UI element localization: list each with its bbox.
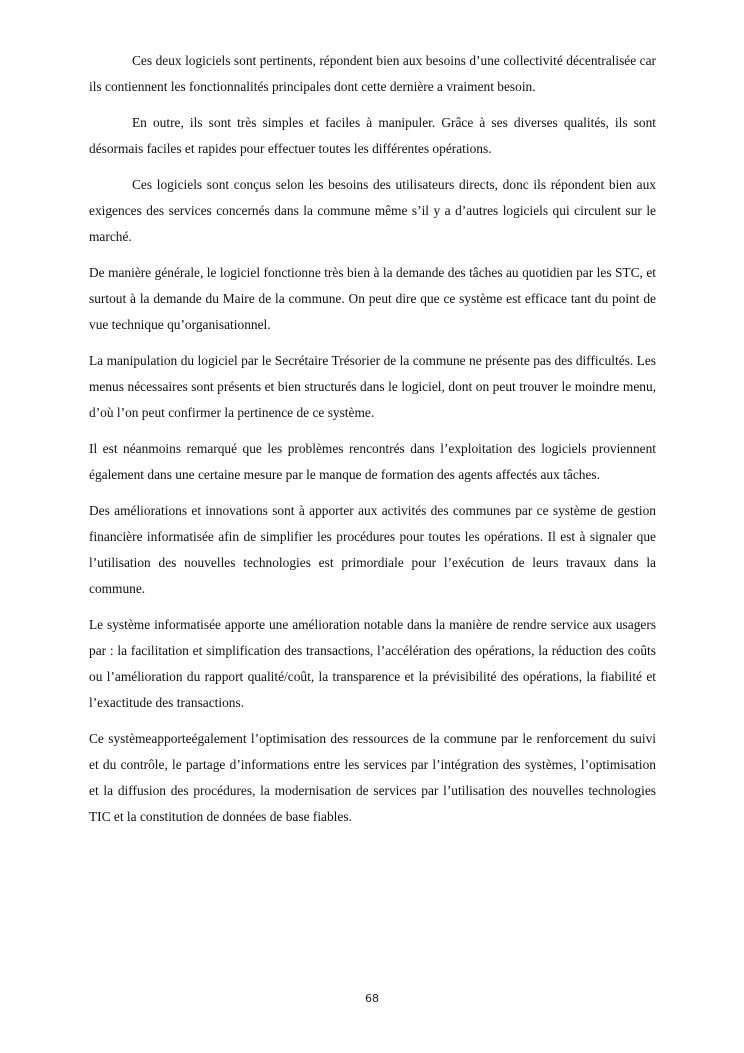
paragraph-2: En outre, ils sont très simples et faciles à manipuler. Grâce à ses diverses qualités, ils sont désormais faciles et rapides pour effectuer toutes les différentes opérations. (89, 115, 656, 156)
paragraph-8: Le système informatisée apporte une amélioration notable dans la manière de rendre service aux usagers par : la facilitation et simplification des transactions, l’accélération des opérations, la réduction des coûts ou l’amélioration du rapport qualité/coût, la transparence et la prévisibilité des opérations, la fiabilité et l’exactitude des transactions. (89, 617, 656, 710)
paragraph-9: Ce systèmeapporteégalement l’optimisation des ressources de la commune par le renforcement du suivi et du contrôle, le partage d’informations entre les services par l’intégration des systèmes, l’optimisation et la diffusion des procédures, la modernisation de services par l’utilisation des nouvelles technologies TIC et la constitution de données de base fiables. (89, 731, 656, 824)
paragraph-1: Ces deux logiciels sont pertinents, répondent bien aux besoins d’une collectivité décentralisée car ils contiennent les fonctionnalités principales dont cette dernière a vraiment besoin. (89, 53, 656, 94)
page-body (89, 48, 656, 840)
page-number: 68 (365, 992, 379, 1005)
paragraph-4: De manière générale, le logiciel fonctionne très bien à la demande des tâches au quotidien par les STC, et surtout à la demande du Maire de la commune. On peut dire que ce système est efficace tant du point de vue technique qu’organisationnel. (89, 265, 656, 332)
paragraph-6: Il est néanmoins remarqué que les problèmes rencontrés dans l’exploitation des logiciels proviennent également dans une certaine mesure par le manque de formation des agents affectés aux tâches. (89, 441, 656, 482)
paragraph-5: La manipulation du logiciel par le Secrétaire Trésorier de la commune ne présente pas des difficultés. Les menus nécessaires sont présents et bien structurés dans le logiciel, dont on peut trouver le moindre menu, d’où l’on peut confirmer la pertinence de ce système. (89, 353, 656, 420)
paragraph-7: Des améliorations et innovations sont à apporter aux activités des communes par ce système de gestion financière informatisée afin de simplifier les procédures pour toutes les opérations. Il est à signaler que l’utilisation des nouvelles technologies est primordiale pour l’exécution de leurs travaux dans la commune. (89, 503, 656, 596)
paragraph-3: Ces logiciels sont conçus selon les besoins des utilisateurs directs, donc ils répondent bien aux exigences des services concernés dans la commune même s’il y a d’autres logiciels qui circulent sur le marché. (89, 177, 656, 244)
